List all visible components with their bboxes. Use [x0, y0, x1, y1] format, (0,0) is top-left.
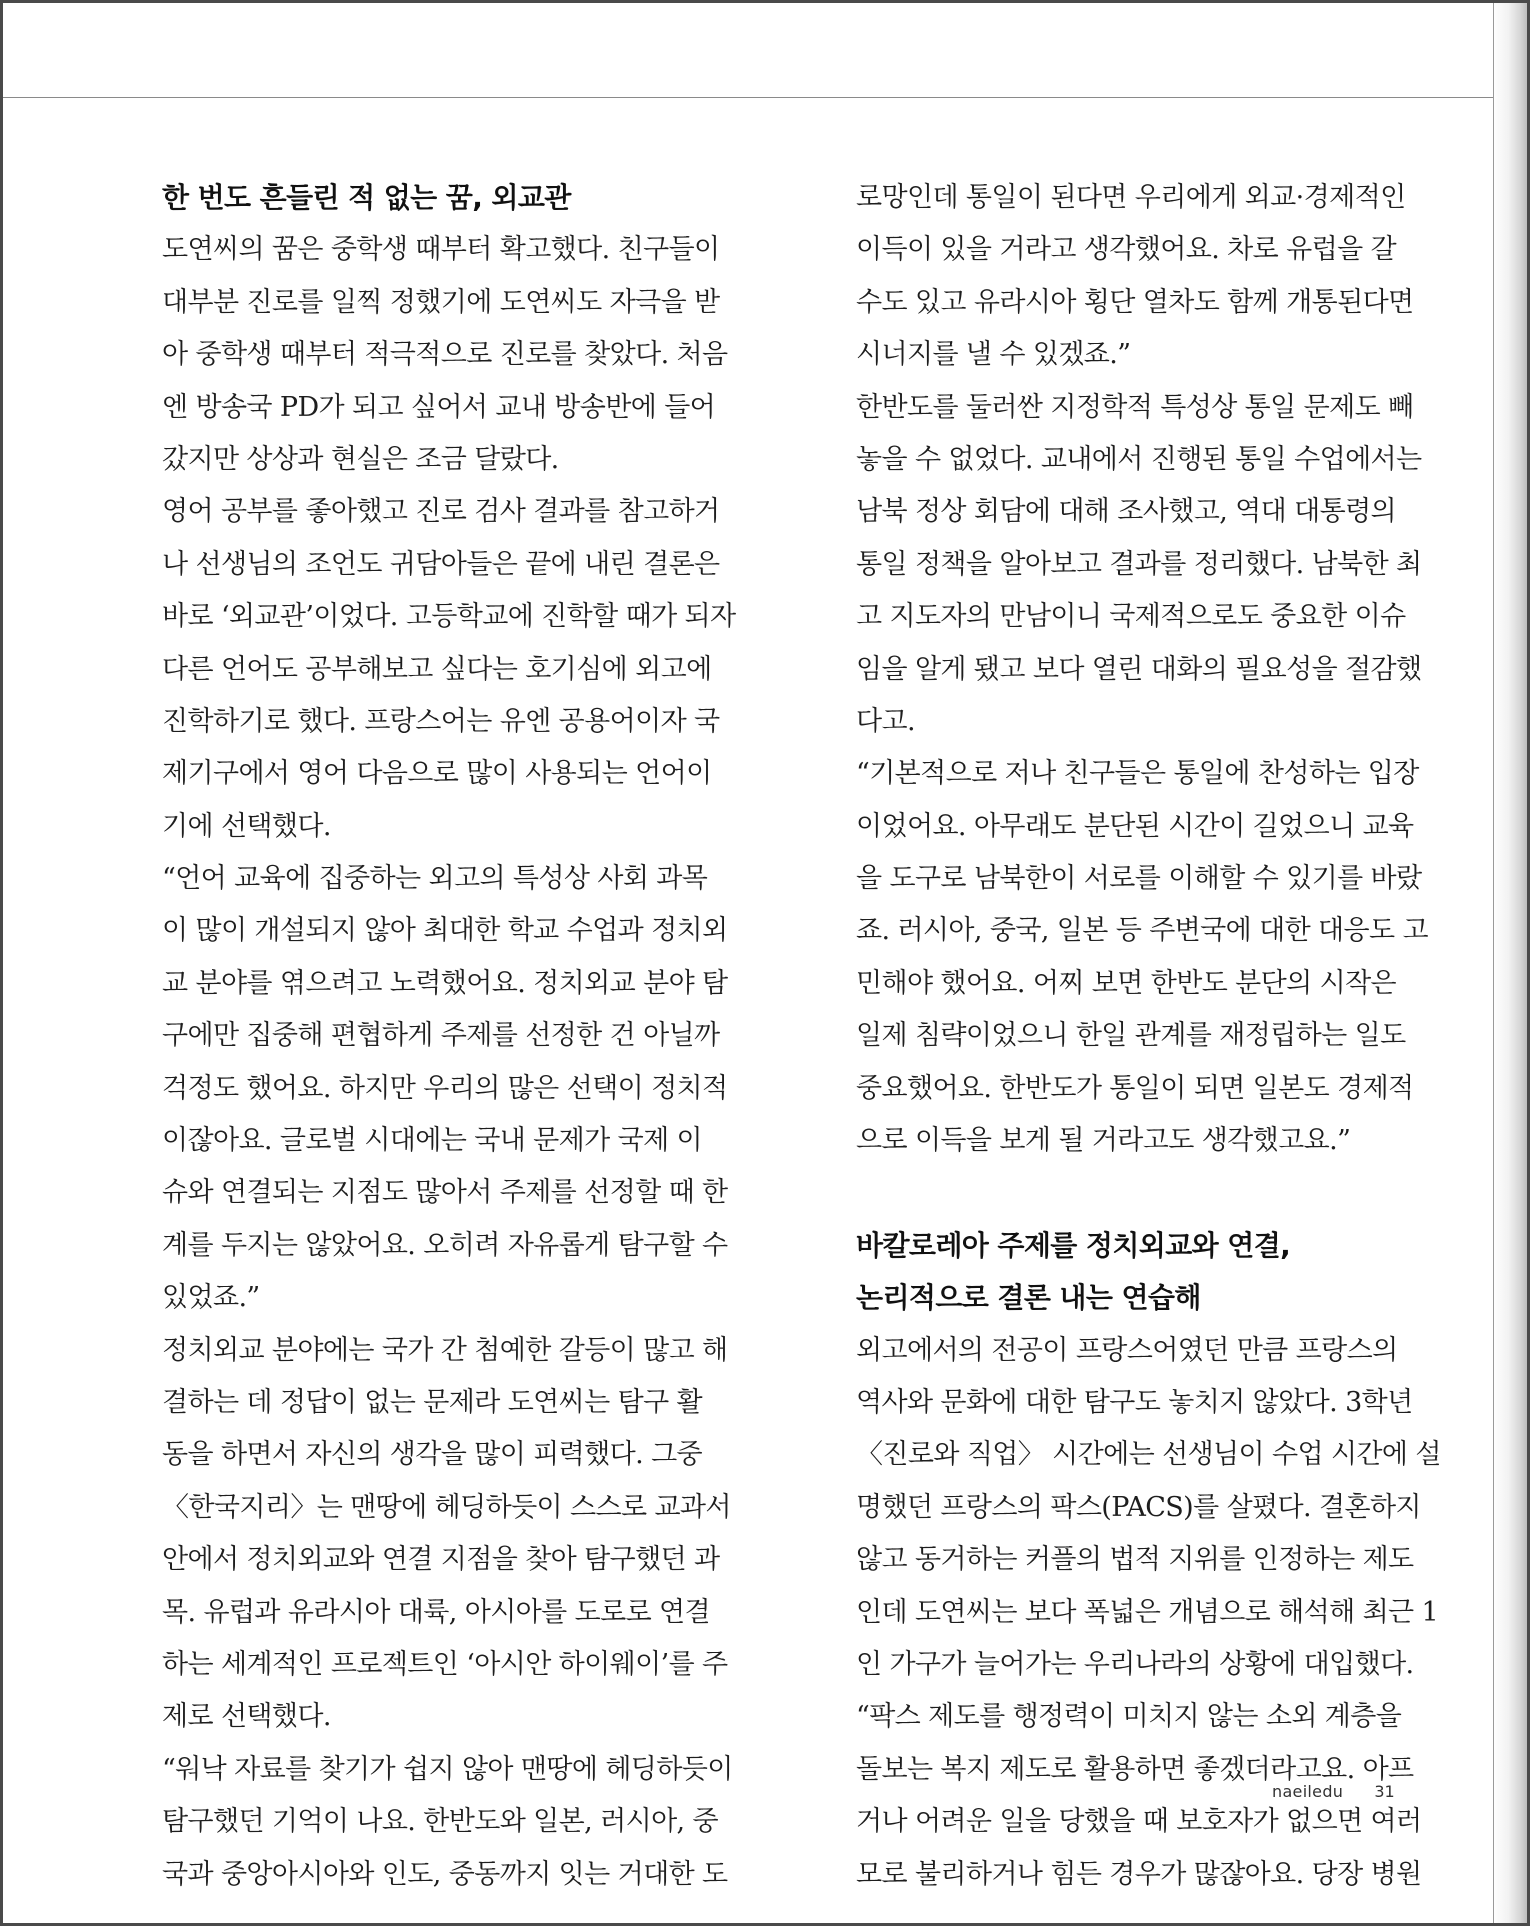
right-column — [856, 172, 1441, 1901]
text-line: 일제 침략이었으니 한일 관계를 재정립하는 일도 — [856, 1020, 1406, 1052]
text-line: “워낙 자료를 찾기가 쉽지 않아 맨땅에 헤딩하듯이 — [162, 1753, 733, 1785]
text-line: 계를 두지는 않았어요. 오히려 자유롭게 탐구할 수 — [162, 1229, 728, 1261]
text-line: 엔 방송국 PD가 되고 싶어서 교내 방송반에 들어 — [162, 391, 716, 423]
text-line: 로망인데 통일이 된다면 우리에게 외교·경제적인 — [856, 182, 1406, 213]
text-line: “팍스 제도를 행정력이 미치지 않는 소외 계층을 — [856, 1701, 1402, 1733]
page-edge-line — [1493, 3, 1495, 1923]
section-heading: 한 번도 흔들린 적 없는 꿈, 외교관 — [162, 181, 571, 214]
text-line: 수도 있고 유라시아 횡단 열차도 함께 개통된다면 — [856, 286, 1414, 318]
text-line: 고 지도자의 만남이니 국제적으로도 중요한 이슈 — [856, 601, 1406, 633]
text-line: 있었죠.” — [162, 1282, 260, 1314]
left-column-body — [162, 224, 736, 1901]
right-column-body-bottom — [856, 1325, 1441, 1901]
page-number: 31 — [1374, 1782, 1395, 1801]
text-line: 목. 유럽과 유라시아 대륙, 아시아를 도로로 연결 — [162, 1596, 711, 1628]
text-line: 갔지만 상상과 현실은 조금 달랐다. — [162, 443, 559, 475]
text-line: 을 도구로 남북한이 서로를 이해할 수 있기를 바랐 — [856, 863, 1422, 895]
text-line: 기에 선택했다. — [162, 810, 331, 842]
right-column-body-top — [856, 172, 1428, 1167]
text-line: 역사와 문화에 대한 탐구도 놓치지 않았다. 3학년 — [856, 1386, 1413, 1418]
text-line: “기본적으로 저나 친구들은 통일에 찬성하는 입장 — [856, 758, 1419, 790]
text-line: 통일 정책을 알아보고 결과를 정리했다. 남북한 최 — [856, 548, 1422, 580]
text-line: 결하는 데 정답이 없는 문제라 도연씨는 탐구 활 — [162, 1386, 703, 1418]
text-line: 아 중학생 때부터 적극적으로 진로를 찾았다. 처음 — [162, 339, 728, 371]
section-spacer — [856, 1167, 1422, 1219]
text-line: 죠. 러시아, 중국, 일본 등 주변국에 대한 대응도 고 — [856, 915, 1428, 947]
text-line: 으로 이득을 보게 될 거라고도 생각했고요.” — [856, 1125, 1351, 1157]
publication-name: naeiledu — [1272, 1782, 1344, 1801]
text-line: 명했던 프랑스의 팍스(PACS)를 살폈다. 결혼하지 — [856, 1491, 1421, 1523]
text-line: 다른 언어도 공부해보고 싶다는 호기심에 외고에 — [162, 653, 712, 685]
page-curl-shadow — [1493, 3, 1527, 1923]
text-line: 슈와 연결되는 지점도 많아서 주제를 선정할 때 한 — [162, 1177, 728, 1209]
text-line: 〈진로와 직업〉 시간에는 선생님이 수업 시간에 설 — [856, 1439, 1441, 1471]
text-line: 다고. — [856, 705, 915, 737]
text-line: 진학하기로 했다. 프랑스어는 유엔 공용어이자 국 — [162, 705, 720, 737]
text-line: 남북 정상 회담에 대해 조사했고, 역대 대통령의 — [856, 496, 1397, 528]
text-line: 이 많이 개설되지 않아 최대한 학교 수업과 정치외 — [162, 915, 728, 947]
text-line: 외고에서의 전공이 프랑스어였던 만큼 프랑스의 — [856, 1334, 1398, 1366]
text-line: 영어 공부를 좋아했고 진로 검사 결과를 참고하거 — [162, 496, 720, 528]
text-line: 〈한국지리〉는 맨땅에 헤딩하듯이 스스로 교과서 — [162, 1491, 731, 1523]
section-heading-line-2: 논리적으로 결론 내는 연습해 — [856, 1281, 1201, 1315]
text-line: 도연씨의 꿈은 중학생 때부터 확고했다. 친구들이 — [162, 234, 720, 266]
text-line: 시너지를 낼 수 있겠죠.” — [856, 339, 1131, 371]
text-line: 거나 어려운 일을 당했을 때 보호자가 없으면 여러 — [856, 1806, 1422, 1838]
text-line: “언어 교육에 집중하는 외고의 특성상 사회 과목 — [162, 863, 708, 895]
text-line: 안에서 정치외교와 연결 지점을 찾아 탐구했던 과 — [162, 1544, 720, 1576]
text-line: 않고 동거하는 커플의 법적 지위를 인정하는 제도 — [856, 1544, 1414, 1576]
text-line: 바로 ‘외교관’이었다. 고등학교에 진학할 때가 되자 — [162, 601, 736, 633]
text-line: 교 분야를 엮으려고 노력했어요. 정치외교 분야 탐 — [162, 967, 728, 999]
text-line: 정치외교 분야에는 국가 간 첨예한 갈등이 많고 해 — [162, 1334, 728, 1366]
text-line: 제로 선택했다. — [162, 1701, 331, 1733]
text-line: 돌보는 복지 제도로 활용하면 좋겠더라고요. 아프 — [856, 1753, 1414, 1785]
text-line: 구에만 집중해 편협하게 주제를 선정한 건 아닐까 — [162, 1020, 720, 1052]
text-line: 임을 알게 됐고 보다 열린 대화의 필요성을 절감했 — [856, 653, 1422, 685]
text-line: 이잖아요. 글로벌 시대에는 국내 문제가 국제 이 — [162, 1125, 703, 1157]
text-line: 이었어요. 아무래도 분단된 시간이 길었으니 교육 — [856, 810, 1414, 842]
text-line: 민해야 했어요. 어찌 보면 한반도 분단의 시작은 — [856, 967, 1397, 999]
text-line: 탐구했던 기억이 나요. 한반도와 일본, 러시아, 중 — [162, 1806, 718, 1838]
text-line: 모로 불리하거나 힘든 경우가 많잖아요. 당장 병원 — [856, 1858, 1422, 1890]
text-line: 놓을 수 없었다. 교내에서 진행된 통일 수업에서는 — [856, 443, 1422, 475]
text-line: 중요했어요. 한반도가 통일이 되면 일본도 경제적 — [856, 1072, 1414, 1104]
section-heading-line-1: 바칼로레아 주제를 정치외교와 연결, — [856, 1228, 1291, 1262]
text-line: 국과 중앙아시아와 인도, 중동까지 잇는 거대한 도 — [162, 1858, 728, 1890]
page-header-band — [3, 3, 1527, 98]
text-line: 하는 세계적인 프로젝트인 ‘아시안 하이웨이’를 주 — [162, 1648, 728, 1680]
page-footer — [1272, 1782, 1395, 1801]
text-line: 이득이 있을 거라고 생각했어요. 차로 유럽을 갈 — [856, 234, 1397, 266]
text-line: 대부분 진로를 일찍 정했기에 도연씨도 자극을 받 — [162, 286, 720, 318]
text-line: 인 가구가 늘어가는 우리나라의 상황에 대입했다. — [856, 1648, 1414, 1680]
left-column — [162, 172, 736, 1901]
text-line: 인데 도연씨는 보다 폭넓은 개념으로 해석해 최근 1 — [856, 1596, 1439, 1628]
text-line: 나 선생님의 조언도 귀담아들은 끝에 내린 결론은 — [162, 548, 720, 580]
text-line: 제기구에서 영어 다음으로 많이 사용되는 언어이 — [162, 758, 712, 790]
text-line: 걱정도 했어요. 하지만 우리의 많은 선택이 정치적 — [162, 1072, 728, 1104]
text-line: 한반도를 둘러싼 지정학적 특성상 통일 문제도 빼 — [856, 391, 1414, 423]
text-line: 동을 하면서 자신의 생각을 많이 피력했다. 그중 — [162, 1439, 703, 1471]
